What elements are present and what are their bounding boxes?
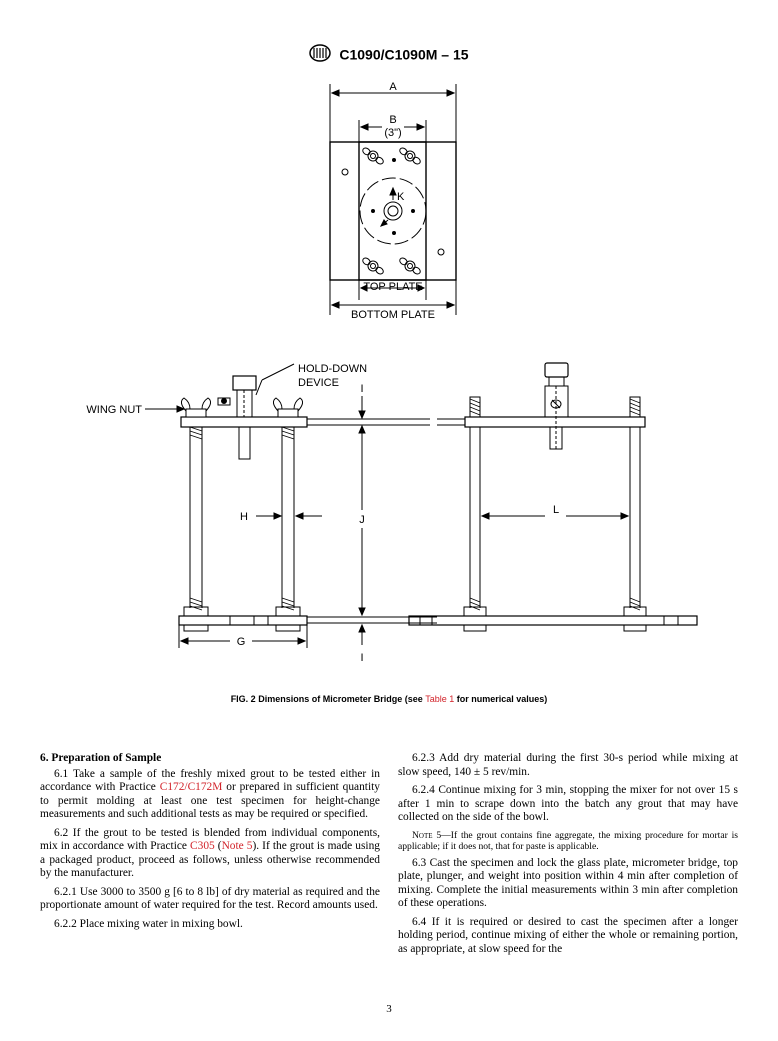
label-K: K bbox=[397, 191, 405, 203]
page-number: 3 bbox=[386, 1003, 392, 1015]
standard-designation: C1090/C1090M – 15 bbox=[339, 46, 469, 63]
paragraph-6-2-1: 6.2.1 Use 3000 to 3500 g [6 to 8 lb] of dry material as required and the proportionate amount of water required for the test. Record amounts used. bbox=[40, 885, 380, 911]
figure-caption: FIG. 2 Dimensions of Micrometer Bridge (see Table 1 for numerical values) bbox=[230, 694, 548, 704]
label-I-top: I bbox=[360, 383, 364, 395]
label-hold-down-2: DEVICE bbox=[298, 377, 339, 389]
label-hold-down-1: HOLD-DOWN bbox=[298, 363, 368, 375]
c305-link[interactable]: C305 bbox=[190, 840, 215, 852]
paragraph-6-1: 6.1 Take a sample of the freshly mixed grout to be tested either in accordance with Practice C172/C172M or prepared in sufficient quantity to permit molding at least one test specimen for height-change measurements and such additional tests as may be required or specified. bbox=[40, 767, 380, 820]
paragraph-6-2-4: 6.2.4 Continue mixing for 3 min, stopping the mixer for not over 15 s after 1 min to scrape down into the batch any grout that may have collected on the side of the bowl. bbox=[398, 784, 738, 823]
label-I-bottom: I bbox=[360, 652, 364, 664]
label-B: B bbox=[389, 114, 397, 126]
left-column bbox=[40, 752, 380, 936]
note-5: Note 5—If the grout contains fine aggregate, the mixing procedure for mortar is applicable; if it does not, that for paste is applicable. bbox=[398, 829, 739, 852]
label-B-sub: (3") bbox=[384, 127, 402, 139]
wing-nut-top-left bbox=[360, 145, 385, 167]
label-L: L bbox=[552, 504, 560, 516]
paragraph-6-2: 6.2 If the grout to be tested is blended from individual components, mix in accordance with Practice C305 (Note 5). If the grout is made using a packaged product, proceed as follows, unless otherwise recommended by the manufacturer. bbox=[40, 826, 380, 879]
paragraph-6-4: 6.4 If it is required or desired to cast the specimen after a longer holding period, continue mixing of either the whole or remaining portion, as appropriate, at slow speed for the bbox=[398, 915, 738, 955]
label-A: A bbox=[389, 81, 397, 93]
c172-link[interactable]: C172/C172M bbox=[159, 781, 223, 793]
paragraph-6-2-3: 6.2.3 Add dry material during the first 30-s period while mixing at slow speed, 140 ± 5 rev/min. bbox=[398, 752, 738, 778]
label-G: G bbox=[236, 636, 246, 648]
label-top-plate: TOP PLATE bbox=[363, 281, 423, 293]
section-heading: 6. Preparation of Sample bbox=[40, 752, 162, 764]
right-column bbox=[398, 752, 738, 961]
table-1-link[interactable]: Table 1 bbox=[425, 694, 455, 704]
label-wing-nut: WING NUT bbox=[86, 404, 142, 416]
paragraph-6-2-2: 6.2.2 Place mixing water in mixing bowl. bbox=[54, 917, 243, 930]
label-J: J bbox=[359, 514, 365, 526]
paragraph-6-3: 6.3 Cast the specimen and lock the glass plate, micrometer bridge, top plate, plunger, and weight into position within 4 min after completion of mixing. Complete the initial measurements within 3 min after completion of these operations. bbox=[398, 856, 738, 909]
note-5-link[interactable]: Note 5 bbox=[221, 840, 253, 852]
label-H: H bbox=[240, 511, 248, 523]
label-bottom-plate: BOTTOM PLATE bbox=[351, 309, 435, 321]
